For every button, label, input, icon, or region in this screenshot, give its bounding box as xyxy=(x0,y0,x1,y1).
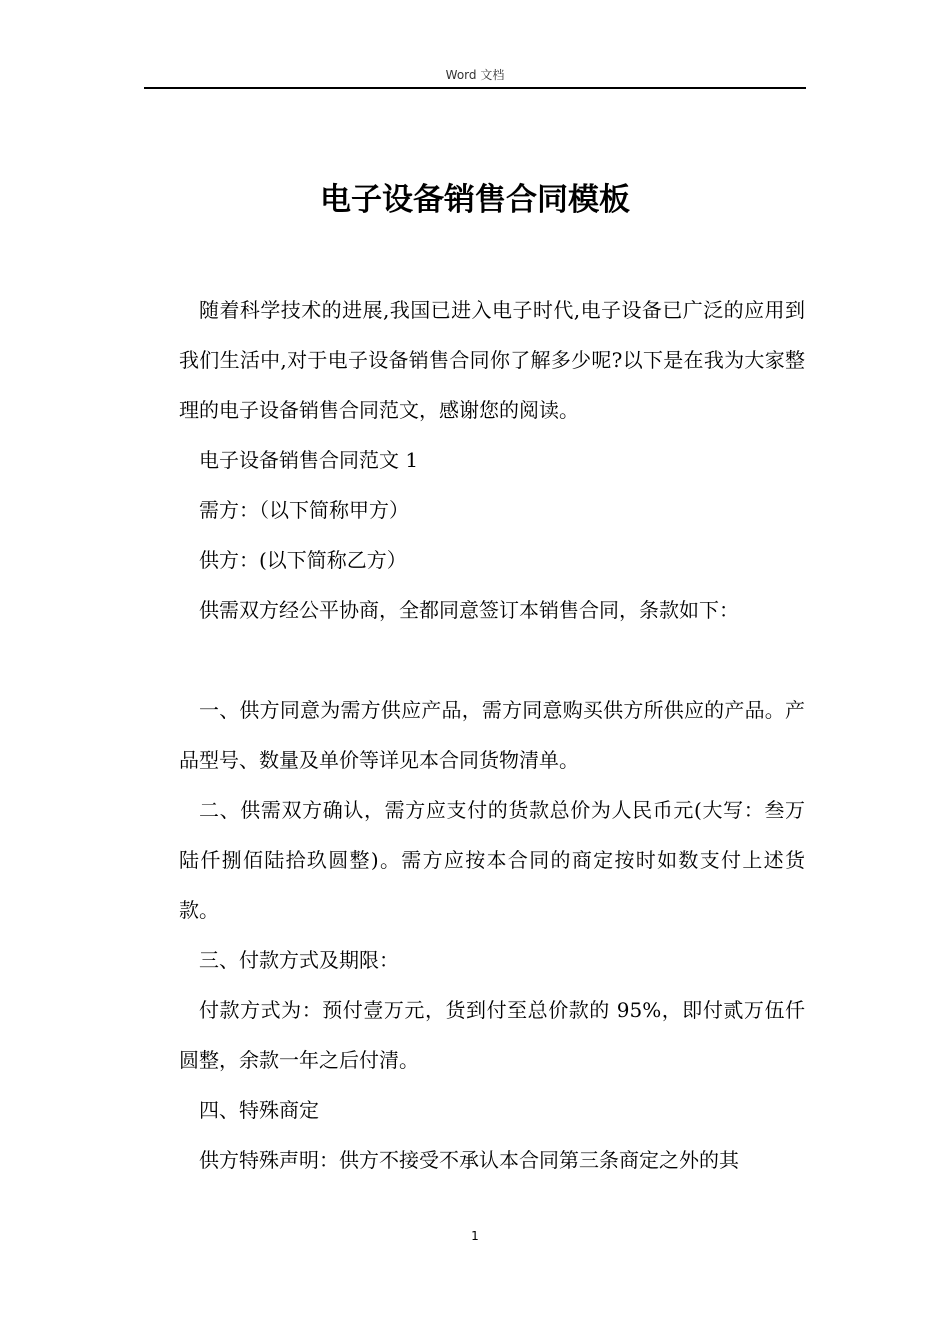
blank-line xyxy=(179,635,805,685)
header-label: Word 文档 xyxy=(445,68,505,82)
paragraph-intro: 随着科学技术的进展,我国已进入电子时代,电子设备已广泛的应用到我们生活中,对于电子设备销售合同你了解多少呢?以下是在我为大家整理的电子设备销售合同范文，感谢您的阅读。 xyxy=(179,298,805,422)
header-divider xyxy=(144,87,806,89)
paragraph-clause-4-heading: 四、特殊商定 xyxy=(199,1098,319,1122)
paragraph-sample-heading: 电子设备销售合同范文 1 xyxy=(199,448,419,472)
paragraph-clause-2: 二、供需双方确认，需方应支付的货款总价为人民币元(大写：叁万陆仟捌佰陆拾玖圆整)。需方应按本合同的商定按时如数支付上述货款。 xyxy=(179,798,805,922)
paragraph-supplier: 供方：(以下简称乙方） xyxy=(199,548,407,572)
page-number: 1 xyxy=(471,1229,479,1243)
document-title: 电子设备销售合同模板 xyxy=(320,181,630,218)
paragraph-clause-1: 一、供方同意为需方供应产品，需方同意购买供方所供应的产品。产品型号、数量及单价等详见本合同货物清单。 xyxy=(179,698,805,772)
paragraph-clause-3-body: 付款方式为：预付壹万元，货到付至总价款的 95%，即付贰万伍仟圆整，余款一年之后付清。 xyxy=(179,998,805,1072)
paragraph-clause-4-body: 供方特殊声明：供方不接受不承认本合同第三条商定之外的其 xyxy=(199,1148,739,1172)
paragraph-agreement: 供需双方经公平协商，全都同意签订本销售合同，条款如下： xyxy=(199,598,739,622)
paragraph-buyer: 需方：（以下简称甲方） xyxy=(199,498,409,522)
document-body xyxy=(179,285,805,1185)
paragraph-clause-3-heading: 三、付款方式及期限： xyxy=(199,948,399,972)
